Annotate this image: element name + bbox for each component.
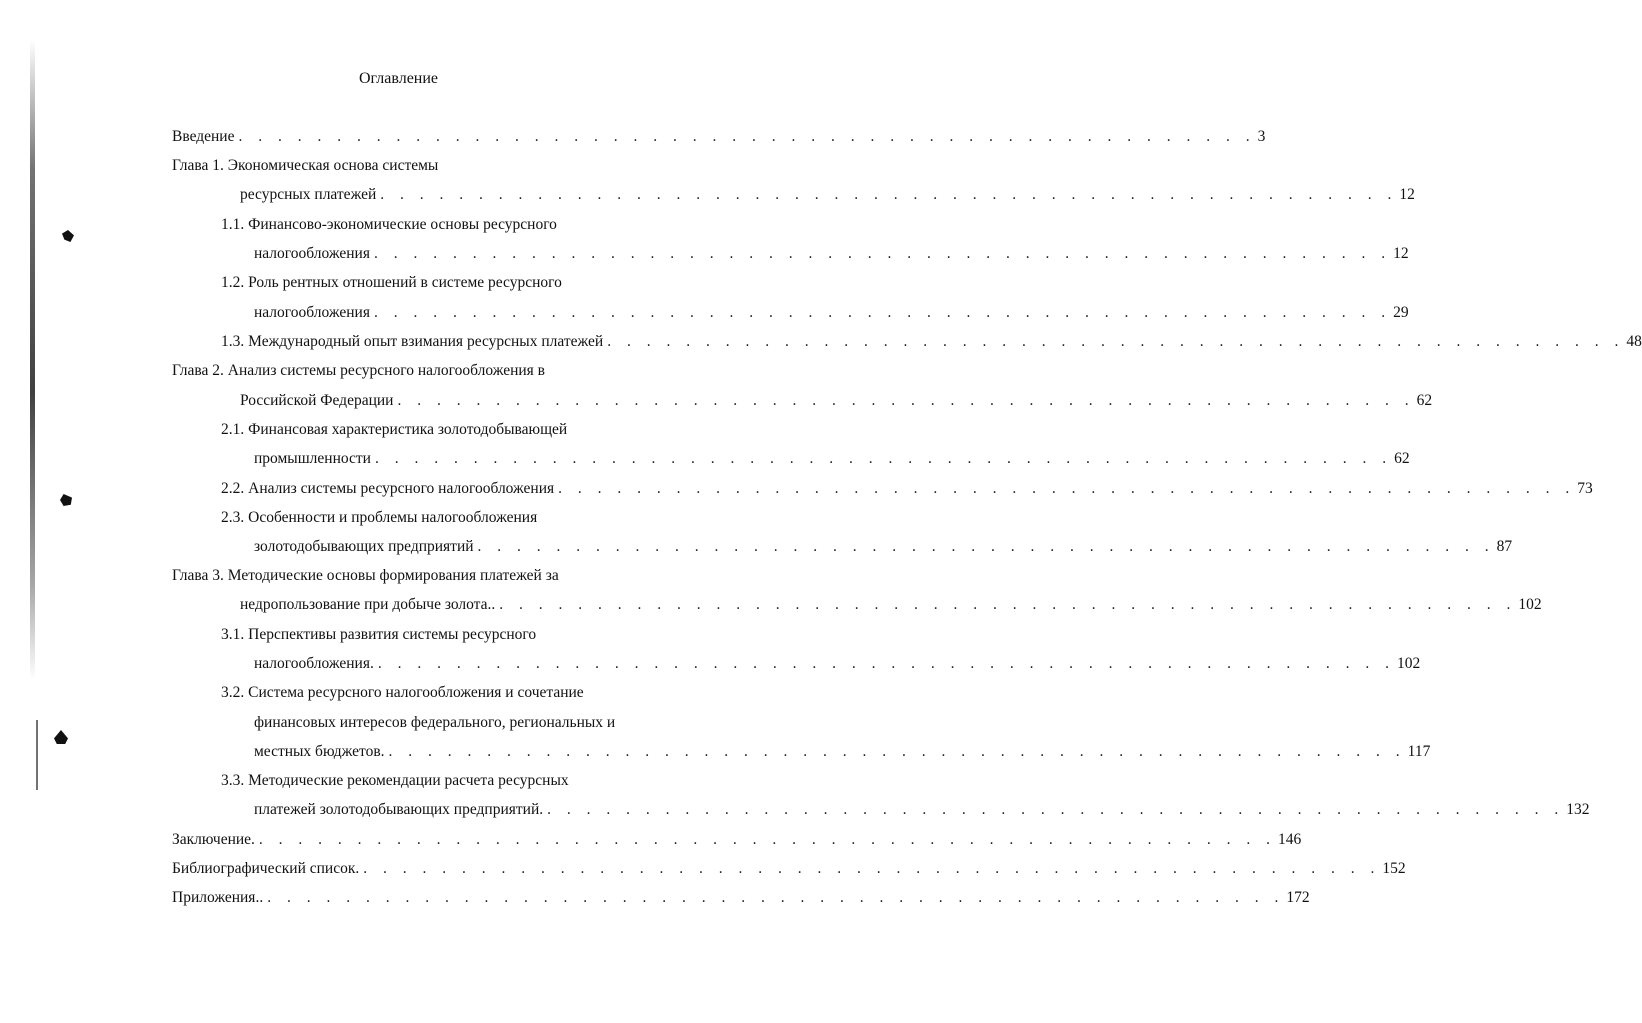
toc-entry-text: промышленности [254, 450, 371, 467]
scan-blot-mark [54, 730, 68, 744]
scan-edge-artifact [30, 40, 35, 680]
toc-title: Оглавление [358, 70, 439, 87]
toc-page-number: 146 [1278, 831, 1302, 848]
toc-page-number: 3 [1257, 128, 1266, 145]
toc-entry [172, 361, 674, 381]
toc-leader-dots: . . . . . . . . . . . . . . . . . . . . . . . . . . . . . . . . . . . . . . . . . . . . . . . . . . . . [374, 450, 1393, 467]
toc-entry [172, 888, 1310, 908]
toc-entry [172, 830, 1302, 850]
toc-entry [172, 566, 674, 586]
toc-entry-text: местных бюджетов. [254, 743, 385, 760]
toc-entry-text: Библиографический список. [172, 860, 360, 877]
toc-entry-text: финансовых интересов федерального, региональных и [254, 714, 616, 731]
toc-entry [254, 713, 674, 733]
toc-leader-dots: . . . . . . . . . . . . . . . . . . . . . . . . . . . . . . . . . . . . . . . . . . . . . . . . . . . . [547, 801, 1565, 818]
toc-page-number: 48 [1626, 333, 1642, 350]
toc-entry-text: налогообложения [254, 245, 370, 262]
toc-entry-text: Заключение. [172, 831, 255, 848]
toc-entry-text: золотодобывающих предприятий [254, 538, 474, 555]
toc-page-number: 12 [1399, 186, 1415, 203]
toc-entry [254, 742, 1431, 762]
toc-entry [254, 449, 1410, 469]
toc-page-number: 62 [1394, 450, 1410, 467]
toc-leader-dots: . . . . . . . . . . . . . . . . . . . . . . . . . . . . . . . . . . . . . . . . . . . . . . . . . . . . [258, 831, 1277, 848]
toc-page-number: 12 [1393, 245, 1409, 262]
scan-blot-mark [60, 494, 72, 506]
toc-entry [172, 127, 1266, 147]
toc-page-number: 132 [1566, 801, 1590, 818]
toc-leader-dots: . . . . . . . . . . . . . . . . . . . . . . . . . . . . . . . . . . . . . . . . . . . . . . . . . . . . [238, 128, 1256, 145]
toc-entry [172, 859, 1406, 879]
toc-entry [221, 273, 674, 293]
toc-entry-text: 2.1. Финансовая характеристика золотодобывающей [221, 421, 568, 438]
toc-entry [221, 625, 674, 645]
toc-entry-text: Глава 3. Методические основы формирования платежей за [172, 567, 559, 584]
toc-entry-text: налогообложения [254, 304, 370, 321]
toc-entry-text: 1.1. Финансово-экономические основы ресурсного [221, 216, 557, 233]
toc-entry [221, 420, 674, 440]
toc-leader-dots: . . . . . . . . . . . . . . . . . . . . . . . . . . . . . . . . . . . . . . . . . . . . . . . . . . . . [373, 245, 1392, 262]
toc-entry-text: Приложения.. [172, 889, 264, 906]
toc-entry-text: 3.2. Система ресурсного налогообложения и сочетание [221, 684, 584, 701]
toc-entry-text: 1.2. Роль рентных отношений в системе ресурсного [221, 274, 562, 291]
toc-leader-dots: . . . . . . . . . . . . . . . . . . . . . . . . . . . . . . . . . . . . . . . . . . . . . . . . . . . . [397, 392, 1415, 409]
toc-entry-text: налогообложения. [254, 655, 374, 672]
toc-entry [254, 800, 1590, 820]
toc-entry-text: 3.3. Методические рекомендации расчета ресурсных [221, 772, 569, 789]
toc-entry [221, 332, 1642, 352]
toc-entry [254, 537, 1513, 557]
toc-leader-dots: . . . . . . . . . . . . . . . . . . . . . . . . . . . . . . . . . . . . . . . . . . . . . . . . . . . . [499, 596, 1517, 613]
toc-entry-text: Глава 1. Экономическая основа системы [172, 157, 439, 174]
toc-entry [221, 683, 674, 703]
toc-page-number: 117 [1407, 743, 1431, 760]
toc-leader-dots: . . . . . . . . . . . . . . . . . . . . . . . . . . . . . . . . . . . . . . . . . . . . . . . . . . . . [380, 186, 1398, 203]
toc-entry [240, 595, 1542, 615]
toc-entry-text: Глава 2. Анализ системы ресурсного налогообложения в [172, 362, 545, 379]
toc-page-number: 172 [1286, 889, 1310, 906]
toc-page-number: 62 [1416, 392, 1433, 409]
toc-leader-dots: . . . . . . . . . . . . . . . . . . . . . . . . . . . . . . . . . . . . . . . . . . . . . . . . . . . . [267, 889, 1285, 906]
toc-page-number: 87 [1496, 538, 1513, 555]
toc-entry [254, 303, 1409, 323]
toc-leader-dots: . . . . . . . . . . . . . . . . . . . . . . . . . . . . . . . . . . . . . . . . . . . . . . . . . . . . [558, 480, 1576, 497]
toc-entry-text: ресурсных платежей [240, 186, 377, 203]
toc-page-number: 29 [1393, 304, 1409, 321]
toc-leader-dots: . . . . . . . . . . . . . . . . . . . . . . . . . . . . . . . . . . . . . . . . . . . . . . . . . . . . [477, 538, 1495, 555]
toc-entry-text: Российской Федерации [240, 392, 394, 409]
scan-edge-artifact [36, 720, 38, 790]
toc-leader-dots: . . . . . . . . . . . . . . . . . . . . . . . . . . . . . . . . . . . . . . . . . . . . . . . . . . . . [363, 860, 1381, 877]
toc-entry [221, 771, 674, 791]
toc-leader-dots: . . . . . . . . . . . . . . . . . . . . . . . . . . . . . . . . . . . . . . . . . . . . . . . . . . . . [377, 655, 1395, 672]
toc-leader-dots: . . . . . . . . . . . . . . . . . . . . . . . . . . . . . . . . . . . . . . . . . . . . . . . . . . . . [607, 333, 1625, 350]
toc-entry-text: недропользование при добыче золота.. [240, 596, 496, 613]
toc-entry [240, 391, 1433, 411]
scan-blot-mark [62, 230, 74, 242]
toc-entry [254, 654, 1421, 674]
toc-entry-text: 2.3. Особенности и проблемы налогообложения [221, 509, 538, 526]
toc-entry-text: 3.1. Перспективы развития системы ресурсного [221, 626, 537, 643]
toc-entry [172, 156, 674, 176]
toc-entry [254, 244, 1409, 264]
toc-leader-dots: . . . . . . . . . . . . . . . . . . . . . . . . . . . . . . . . . . . . . . . . . . . . . . . . . . . . [373, 304, 1392, 321]
toc-entry [221, 508, 674, 528]
toc-page-number: 73 [1577, 480, 1593, 497]
toc-page-number: 152 [1382, 860, 1406, 877]
toc-entry-text: 1.3. Международный опыт взимания ресурсных платежей [221, 333, 604, 350]
toc-page-number: 102 [1396, 655, 1421, 672]
toc-entry-text: 2.2. Анализ системы ресурсного налогообложения [221, 480, 555, 497]
toc-entry [221, 479, 1593, 499]
toc-leader-dots: . . . . . . . . . . . . . . . . . . . . . . . . . . . . . . . . . . . . . . . . . . . . . . . . . . . . [388, 743, 1406, 760]
toc-entry [221, 215, 674, 235]
toc-page-number: 102 [1518, 596, 1542, 613]
toc-entry [240, 185, 1415, 205]
toc-entry-text: платежей золотодобывающих предприятий. [254, 801, 544, 818]
toc-entry-text: Введение [172, 128, 235, 145]
